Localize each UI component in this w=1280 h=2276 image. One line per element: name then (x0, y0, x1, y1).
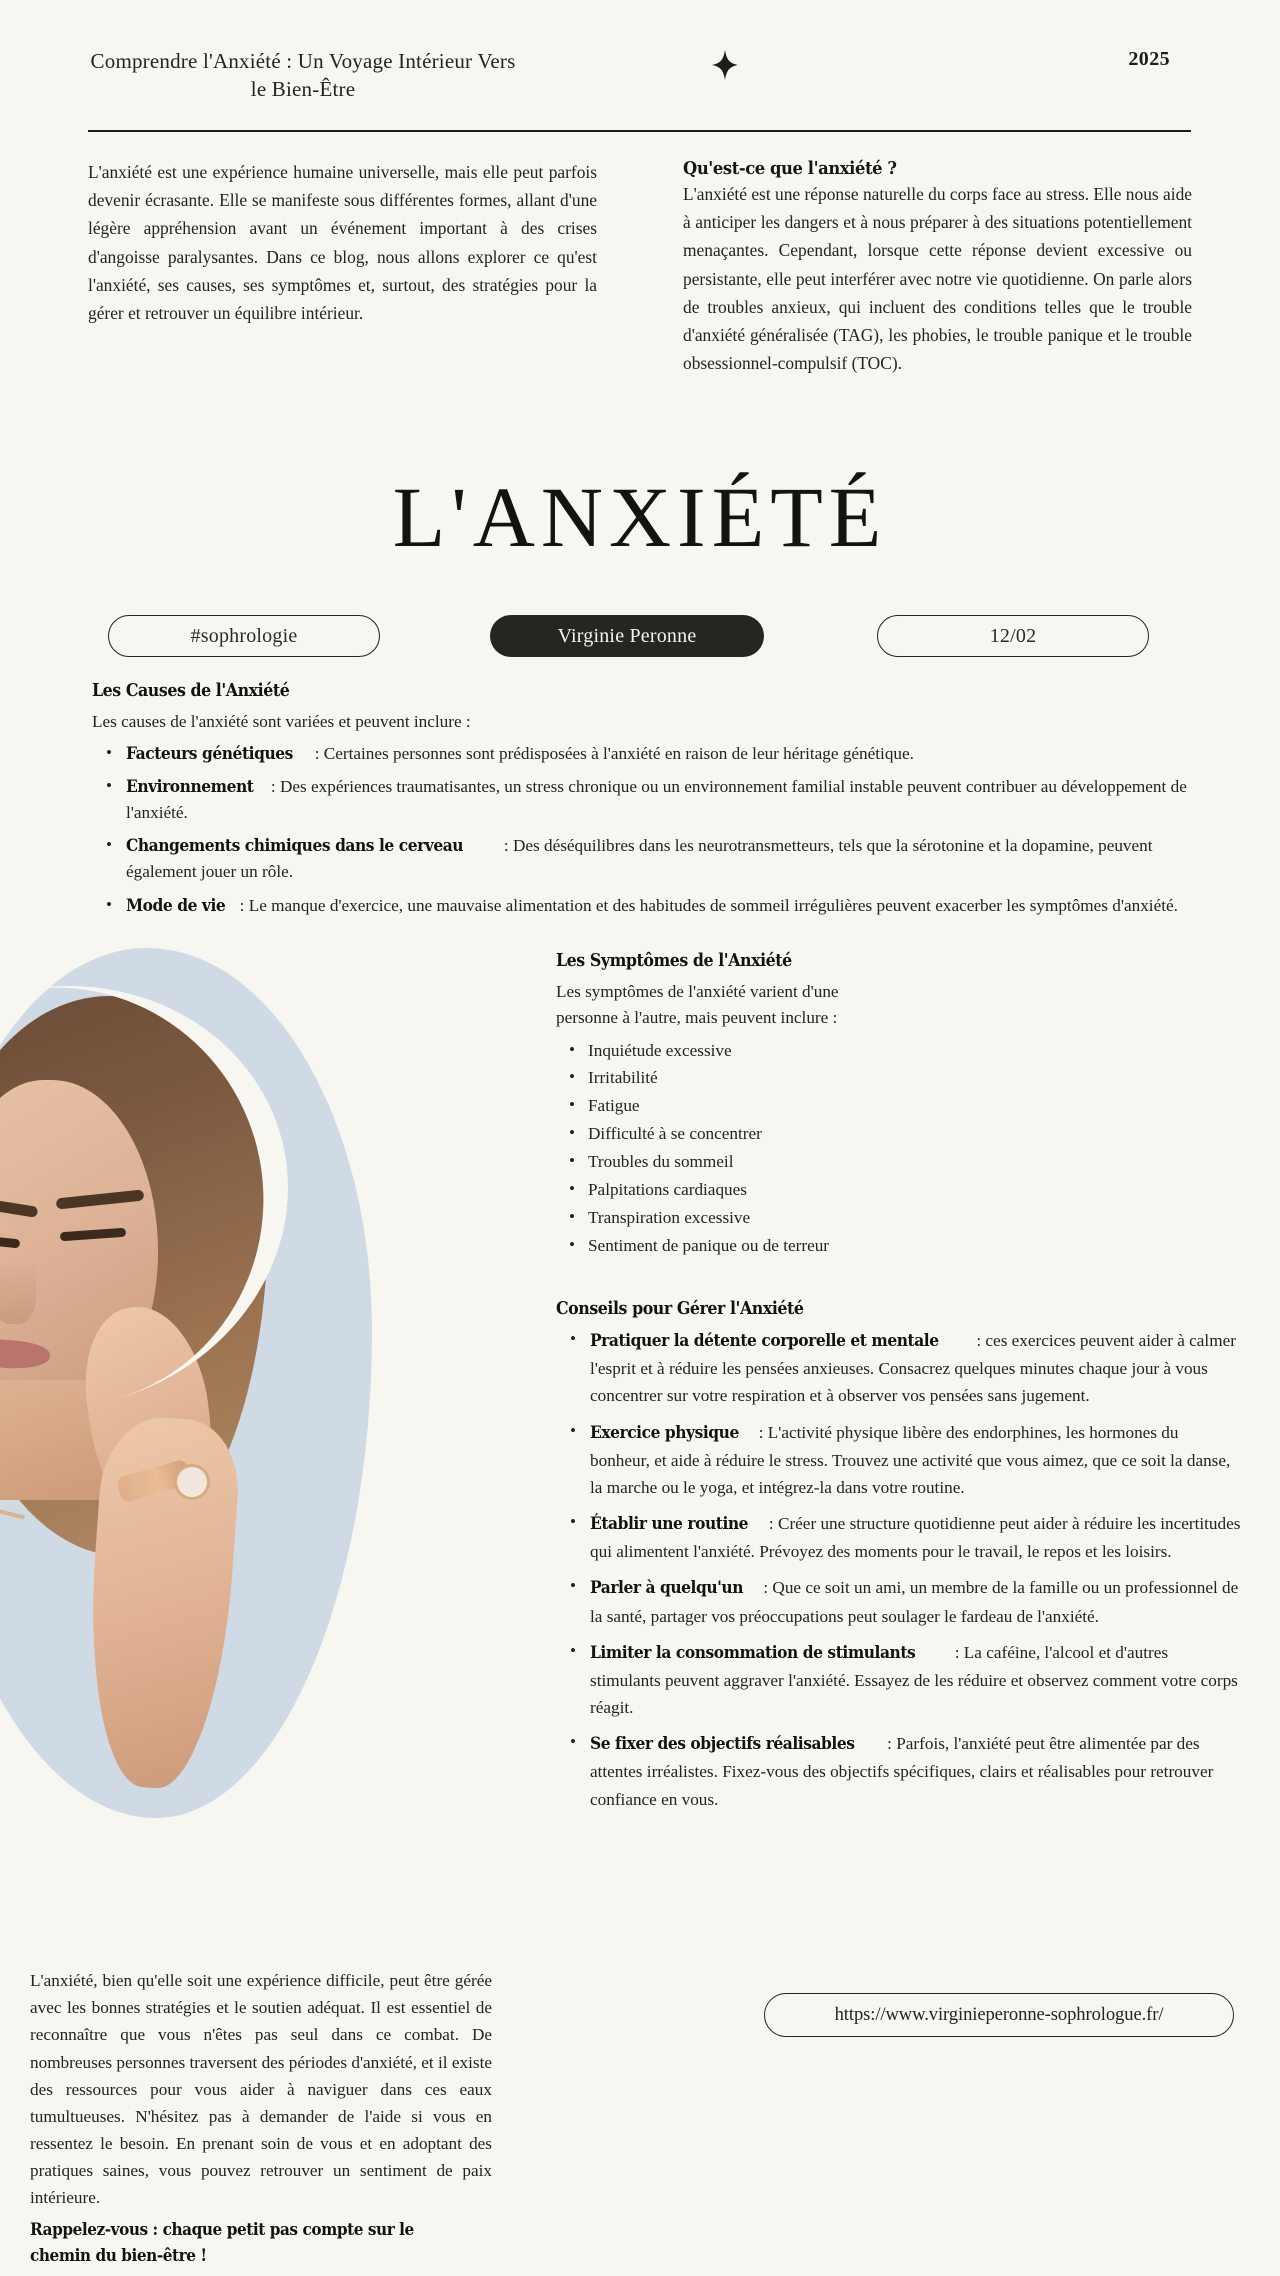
list-item-text: : Que ce soit un ami, un membre de la famille ou un professionnel de la santé, partager vos préoccupations peut soulager le fardeau de l'anxiété. (590, 1578, 1239, 1626)
conclusion-final-line: Rappelez-vous : chaque petit pas compte sur le chemin du bien-être ! (30, 2219, 414, 2267)
list-item: • Irritabilité (588, 1064, 856, 1092)
list-item: • Sentiment de panique ou de terreur (588, 1232, 856, 1260)
header-divider (88, 130, 1191, 132)
list-item (590, 1327, 1242, 1410)
list-item-text: : Des déséquilibres dans les neurotransmetteurs, tels que la sérotonine et la dopamine, peuvent également jouer un rôle. (126, 836, 1153, 882)
symptoms-section (556, 950, 856, 1259)
list-item (590, 1574, 1242, 1629)
list-item-term: Exercice physique (590, 1422, 739, 1443)
intro-right-heading: Qu'est-ce que l'anxiété ? (683, 158, 897, 179)
list-item-text: : Des expériences traumatisantes, un stress chronique ou un environnement familial instable peuvent contribuer au développement de l'anxiété. (126, 776, 1187, 823)
list-item: • Difficulté à se concentrer (588, 1120, 856, 1148)
list-item-text: : ces exercices peuvent aider à calmer l'esprit et à réduire les pensées anxieuses. Consacrez quelques minutes chaque jour à vous concentrer sur votre respiration et à observer vos pensées sans jugement. (590, 1331, 1236, 1406)
list-item-term: Environnement (126, 776, 254, 797)
symptoms-lead: Les symptômes de l'anxiété varient d'une personne à l'autre, mais peuvent inclure : (556, 982, 839, 1027)
causes-heading: Les Causes de l'Anxiété (92, 680, 290, 701)
header-title: Comprendre l'Anxiété : Un Voyage Intérieur Vers le Bien-Être (90, 49, 516, 101)
list-item (590, 1639, 1242, 1722)
intro-right-paragraph: L'anxiété est une réponse naturelle du corps face au stress. Elle nous aide à anticiper les dangers et à nous préparer à des situations potentiellement menaçantes. Cependant, lorsque cette réponse devient excessive ou persistante, elle peut interférer avec notre vie quotidienne. On parle alors de troubles anxieux, qui incluent des conditions telles que le trouble d'anxiété généralisée (TAG), les phobies, le trouble panique et le trouble obsessionnel-compulsif (TOC). (683, 184, 1192, 374)
header-year: 2025 (1128, 48, 1170, 70)
list-item (126, 741, 1192, 767)
list-item-term: Parler à quelqu'un (590, 1578, 744, 1599)
list-item-term: Facteurs génétiques (126, 743, 293, 764)
intro-right-column (683, 158, 1192, 377)
list-item: • Transpiration excessive (588, 1204, 856, 1232)
conclusion-paragraph: L'anxiété, bien qu'elle soit une expérience difficile, peut être gérée avec les bonnes stratégies et le soutien adéquat. Il est essentiel de reconnaître que vous n'êtes pas seul dans ce combat. De nombreuses personnes traversent des périodes d'anxiété, et il existe des ressources pour vous aider à naviguer dans ces eaux tumultueuses. N'hésitez pas à demander de l'aide si vous en ressentez le besoin. En prenant soin de vous et en adoptant des pratiques saines, vous pouvez retrouver un sentiment de paix intérieure. (30, 1971, 492, 2208)
website-url-pill[interactable]: https://www.virginieperonne-sophrologue.fr/ (764, 1993, 1234, 2037)
tips-heading: Conseils pour Gérer l'Anxiété (556, 1298, 804, 1319)
list-item-term: Établir une routine (590, 1514, 749, 1535)
list-item: • Troubles du sommeil (588, 1148, 856, 1176)
list-item-term: Limiter la consommation de stimulants (590, 1642, 916, 1663)
page-header (88, 48, 1192, 103)
conclusion-section (30, 1967, 492, 2270)
intro-section (88, 158, 1192, 377)
list-item-text: : L'activité physique libère des endorphines, les hormones du bonheur, et aide à réduire le stress. Trouvez une activité que vous aimez, que ce soit la danse, la marche ou le yoga, et intégrez-la dans votre routine. (590, 1422, 1231, 1497)
causes-lead: Les causes de l'anxiété sont variées et peuvent inclure : (92, 712, 471, 731)
tips-list (556, 1327, 1242, 1813)
causes-section (92, 680, 1192, 926)
date-pill[interactable]: 12/02 (877, 615, 1149, 657)
list-item: • Palpitations cardiaques (588, 1176, 856, 1204)
list-item-term: Changements chimiques dans le cerveau (126, 836, 464, 857)
meta-pill-row (0, 615, 1280, 661)
intro-left-column (88, 158, 597, 377)
list-item (126, 893, 1192, 919)
list-item-text: : La caféine, l'alcool et d'autres stimulants peuvent aggraver l'anxiété. Essayez de les réduire et observez comment votre corps réagit. (590, 1642, 1238, 1718)
list-item-term: Mode de vie (126, 895, 226, 916)
symptoms-heading: Les Symptômes de l'Anxiété (556, 950, 792, 971)
list-item (590, 1510, 1242, 1565)
photo-blob-shape (0, 948, 372, 1818)
list-item (590, 1730, 1242, 1813)
nose-shape (0, 1260, 36, 1324)
four-pointed-star-icon (708, 50, 742, 80)
intro-left-paragraph: L'anxiété est une expérience humaine universelle, mais elle peut parfois devenir écrasante. Elle se manifeste sous différentes formes, allant d'une légère appréhension avant un événement important à des crises d'angoisse paralysantes. Dans ce blog, nous allons explorer ce qu'est l'anxiété, ses causes, ses symptômes et, surtout, des stratégies pour la gérer et retrouver un équilibre intérieur. (88, 162, 597, 323)
list-item-term: Pratiquer la détente corporelle et mentale (590, 1331, 939, 1351)
list-item-text: : Créer une structure quotidienne peut aider à réduire les incertitudes qui alimentent l'anxiété. Prévoyez des moments pour le travail, le repos et les loisirs. (590, 1514, 1241, 1562)
list-item-text: : Parfois, l'anxiété peut être alimentée par des attentes irréalistes. Fixez-vous des objectifs spécifiques, clairs et réalisables pour retrouver confiance en vous. (590, 1734, 1214, 1809)
causes-list (92, 741, 1192, 919)
list-item (126, 774, 1192, 826)
list-item (126, 833, 1192, 885)
tips-section (556, 1298, 1242, 1822)
photo-person-illustration (0, 948, 372, 1818)
list-item-text: : Certaines personnes sont prédisposées à l'anxiété en raison de leur héritage génétique. (310, 743, 914, 763)
list-item-text: : Le manque d'exercice, une mauvaise alimentation et des habitudes de sommeil irrégulières peuvent exacerber les symptômes d'anxiété. (235, 895, 1178, 915)
anxiety-photo (0, 948, 372, 1818)
tag-pill[interactable]: #sophrologie (108, 615, 380, 657)
page-title: L'ANXIÉTÉ (392, 469, 888, 565)
list-item: • Fatigue (588, 1092, 856, 1120)
list-item: • Inquiétude excessive (588, 1037, 856, 1065)
symptoms-list (556, 1037, 856, 1260)
author-pill[interactable]: Virginie Peronne (490, 615, 764, 657)
list-item (590, 1419, 1242, 1502)
list-item-term: Se fixer des objectifs réalisables (590, 1734, 855, 1755)
